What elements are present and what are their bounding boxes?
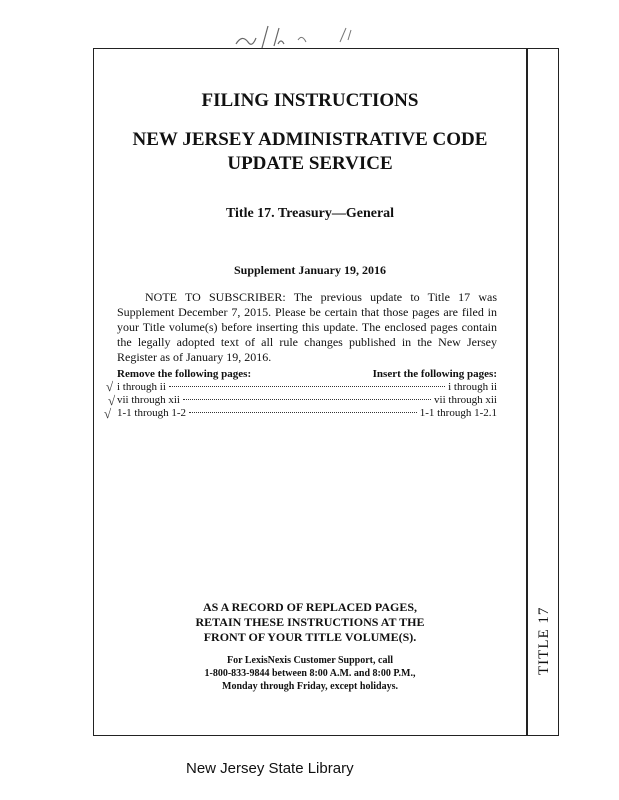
insert-pages: i through ii — [448, 381, 497, 393]
page-row — [117, 407, 497, 419]
page-row — [117, 394, 497, 406]
page-row — [117, 381, 497, 393]
code-title — [95, 128, 525, 176]
remove-header: Remove the following pages: — [117, 368, 252, 380]
insert-pages: vii through xii — [434, 394, 497, 406]
dot-leader — [183, 399, 431, 400]
support-line3: Monday through Friday, except holidays. — [222, 681, 398, 692]
handwritten-check-mark: √ — [106, 379, 114, 394]
record-line2: RETAIN THESE INSTRUCTIONS AT THE — [195, 615, 425, 629]
remove-pages: i through ii — [117, 381, 166, 393]
code-title-line1: NEW JERSEY ADMINISTRATIVE CODE — [132, 129, 488, 150]
record-line1: AS A RECORD OF REPLACED PAGES, — [202, 600, 418, 614]
spine-title-label: TITLE 17 — [536, 606, 552, 675]
pages-header — [117, 368, 497, 380]
insert-header: Insert the following pages: — [372, 368, 497, 380]
supplement-date: Supplement January 19, 2016 — [233, 263, 387, 277]
handwritten-check-mark: √ — [108, 393, 116, 408]
insert-pages: 1-1 through 1-2.1 — [419, 407, 497, 419]
customer-support-info — [95, 654, 525, 693]
remove-pages: 1-1 through 1-2 — [117, 407, 187, 419]
spine-divider — [526, 48, 528, 736]
code-title-line2: UPDATE SERVICE — [227, 153, 393, 174]
dot-leader — [189, 412, 417, 413]
dot-leader — [169, 386, 445, 387]
subscriber-note: NOTE TO SUBSCRIBER: The previous update to Title 17 was Supplement December 7, 2015. Please be certain that those pages are filed in your Title volume(s) before inserting this update. The enclosed pages contain the legally adopted text of all rule changes published in the New Jersey Register as of January 19, 2016. — [117, 290, 497, 364]
handwritten-check-mark: √ — [104, 406, 112, 421]
title-name: Title 17. Treasury—General — [225, 206, 395, 221]
remove-pages: vii through xii — [117, 394, 180, 406]
record-line3: FRONT OF YOUR TITLE VOLUME(S). — [203, 630, 417, 644]
support-line2: 1-800-833-9844 between 8:00 A.M. and 8:00 P.M., — [204, 668, 416, 679]
support-line1: For LexisNexis Customer Support, call — [226, 655, 393, 666]
library-stamp: New Jersey State Library — [186, 760, 354, 777]
filing-instructions-heading: FILING INSTRUCTIONS — [201, 90, 419, 111]
record-instruction — [95, 600, 525, 645]
